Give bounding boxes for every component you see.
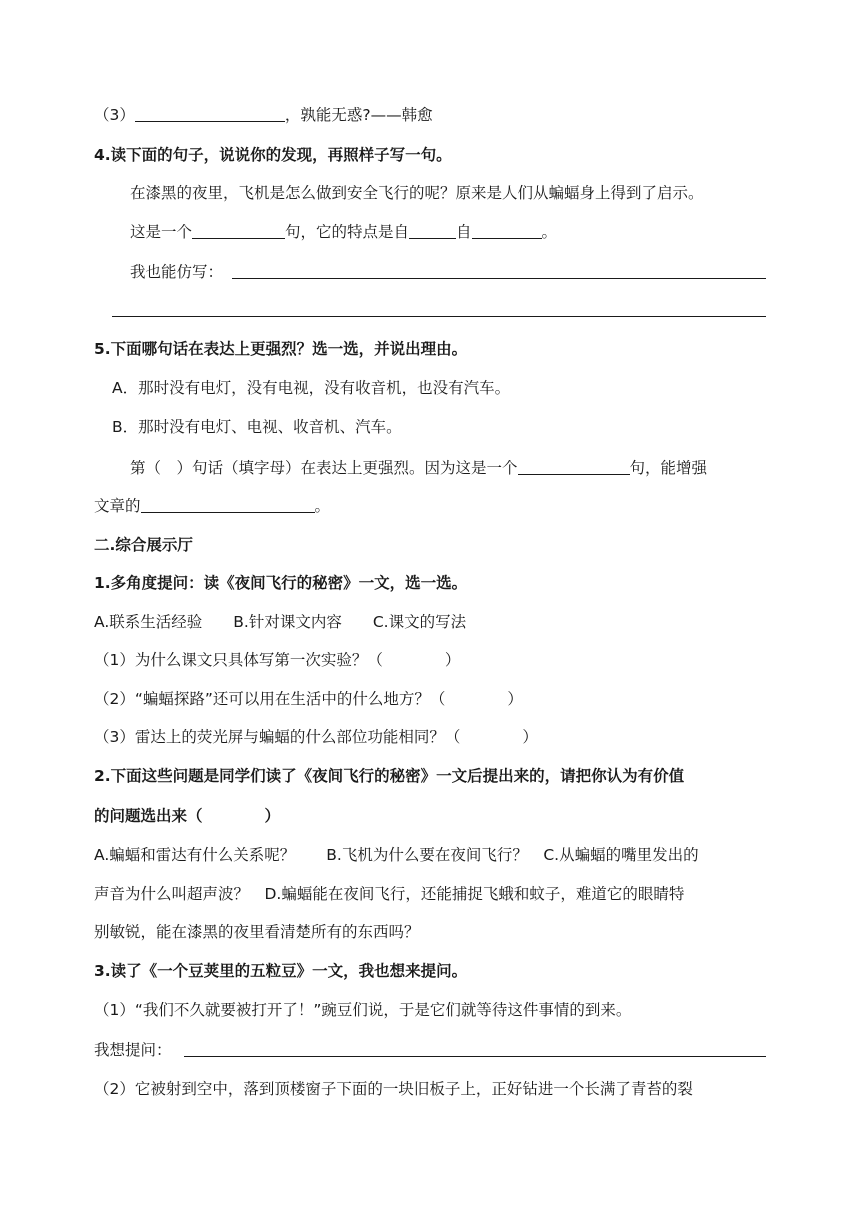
s2-question-1-options: A.联系生活经验 B.针对课文内容 C.课文的写法 xyxy=(94,613,467,631)
blank-field[interactable] xyxy=(472,222,542,239)
question-5-fill-line-2 xyxy=(94,496,330,516)
fill-text: 第（ ）句话（填字母）在表达上更强烈。因为这是一个 xyxy=(130,459,518,477)
fill-text: 自 xyxy=(456,223,472,241)
fill-text: 。 xyxy=(541,223,558,241)
question-4-imitate-label: 我也能仿写： xyxy=(130,263,224,281)
question-4-fill-line xyxy=(130,222,557,242)
blank-field[interactable] xyxy=(409,222,456,239)
section-2-title: 二.综合展示厅 xyxy=(94,536,193,554)
question-5-option-a: A．那时没有电灯，没有电视，没有收音机，也没有汽车。 xyxy=(112,379,511,397)
s2-question-2-title-line-2: 的问题选出来（ ） xyxy=(94,807,281,825)
s2-question-2-options-line-3: 别敏锐，能在漆黑的夜里看清楚所有的东西吗？ xyxy=(94,923,420,941)
s2-question-3-item-1: （1）“我们不久就要被打开了！”豌豆们说，于是它们就等待这件事情的到来。 xyxy=(94,1001,632,1019)
answer-line[interactable] xyxy=(112,316,766,317)
question-4-sentence: 在漆黑的夜里，飞机是怎么做到安全飞行的呢？原来是人们从蝙蝠身上得到了启示。 xyxy=(130,184,704,202)
fill-text: 。 xyxy=(314,497,331,515)
answer-line[interactable] xyxy=(232,278,766,279)
s2-question-1-title: 1.多角度提问：读《夜间飞行的秘密》一文，选一选。 xyxy=(94,574,468,592)
s2-question-2-options-line-2: 声音为什么叫超声波？ D.蝙蝠能在夜间飞行，还能捕捉飞蛾和蚊子，难道它的眼睛特 xyxy=(94,885,685,903)
answer-line[interactable] xyxy=(184,1056,766,1057)
item-number: （3） xyxy=(94,106,135,124)
s2-question-1-item-2: （2）“蝙蝠探路”还可以用在生活中的什么地方？（ ） xyxy=(94,690,523,708)
s2-question-1-item-1: （1）为什么课文只具体写第一次实验？（ ） xyxy=(94,651,461,669)
fill-text: 句，能增强 xyxy=(629,459,708,477)
blank-field[interactable] xyxy=(135,105,285,122)
s2-question-2-title-line-1: 2.下面这些问题是同学们读了《夜间飞行的秘密》一文后提出来的，请把你认为有价值 xyxy=(94,767,685,785)
question-5-option-b: B．那时没有电灯、电视、收音机、汽车。 xyxy=(112,418,402,436)
s2-question-1-item-3: （3）雷达上的荧光屏与蝙蝠的什么部位功能相同？（ ） xyxy=(94,728,538,746)
quote-fill-line xyxy=(94,105,433,125)
quote-text: ，孰能无惑?——韩愈 xyxy=(284,106,433,124)
s2-question-3-title: 3.读了《一个豆荚里的五粒豆》一文，我也想来提问。 xyxy=(94,962,468,980)
blank-field[interactable] xyxy=(192,222,285,239)
s2-question-2-options-line-1: A.蝙蝠和雷达有什么关系呢？ B.飞机为什么要在夜间飞行？ C.从蝙蝠的嘴里发出的 xyxy=(94,846,699,864)
s2-question-3-item-2: （2）它被射到空中，落到顶楼窗子下面的一块旧板子上，正好钻进一个长满了青苔的裂 xyxy=(94,1080,693,1098)
fill-text: 文章的 xyxy=(94,497,141,515)
question-4-title: 4.读下面的句子，说说你的发现，再照样子写一句。 xyxy=(94,146,452,164)
fill-text: 这是一个 xyxy=(130,223,193,241)
fill-text: 句，它的特点是自 xyxy=(285,223,410,241)
question-5-title: 5.下面哪句话在表达上更强烈？选一选，并说出理由。 xyxy=(94,340,468,358)
question-5-fill-line xyxy=(130,458,707,478)
s2-question-3-ask-label: 我想提问： xyxy=(94,1041,172,1059)
blank-field[interactable] xyxy=(141,496,315,513)
blank-field[interactable] xyxy=(518,458,630,475)
